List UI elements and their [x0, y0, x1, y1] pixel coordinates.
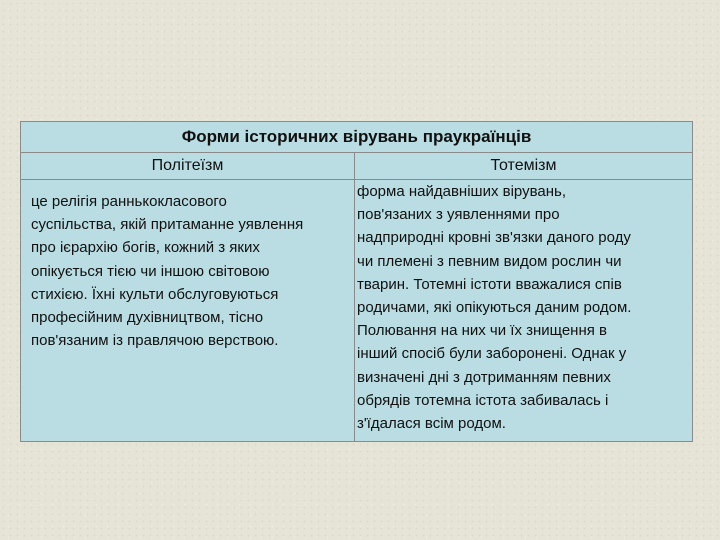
header-row [21, 153, 693, 180]
polytheism-definition: це релігія раннькокласового суспільства, якій притаманне уявлення про ієрархію богів, кожний з яких опікується тією чи іншою світовою стихією. Їхні культи обслуговуються професійним духівництвом, тісно пов'язаним із правлячою верствою. [21, 180, 355, 442]
title-row [21, 122, 693, 153]
column-header-polytheism: Політеїзм [21, 153, 355, 180]
content-row [21, 180, 693, 442]
beliefs-table [20, 121, 693, 442]
totemism-definition: форма найдавніших вірувань, пов'язаних з уявленнями про надприродні кровні зв'язки даного роду чи племені з певним видом рослин чи тварин. Тотемні істоти вважалися спів родичами, які опікуються даним родом. Полювання на них чи їх знищення в інший спосіб були заборонені. Однак у визначені дні з дотриманням певних обрядів тотемна істота забивалась і з'їдалася всім родом. [355, 180, 693, 442]
table-title: Форми історичних вірувань праукраїнців [21, 122, 693, 153]
column-header-totemism: Тотемізм [355, 153, 693, 180]
